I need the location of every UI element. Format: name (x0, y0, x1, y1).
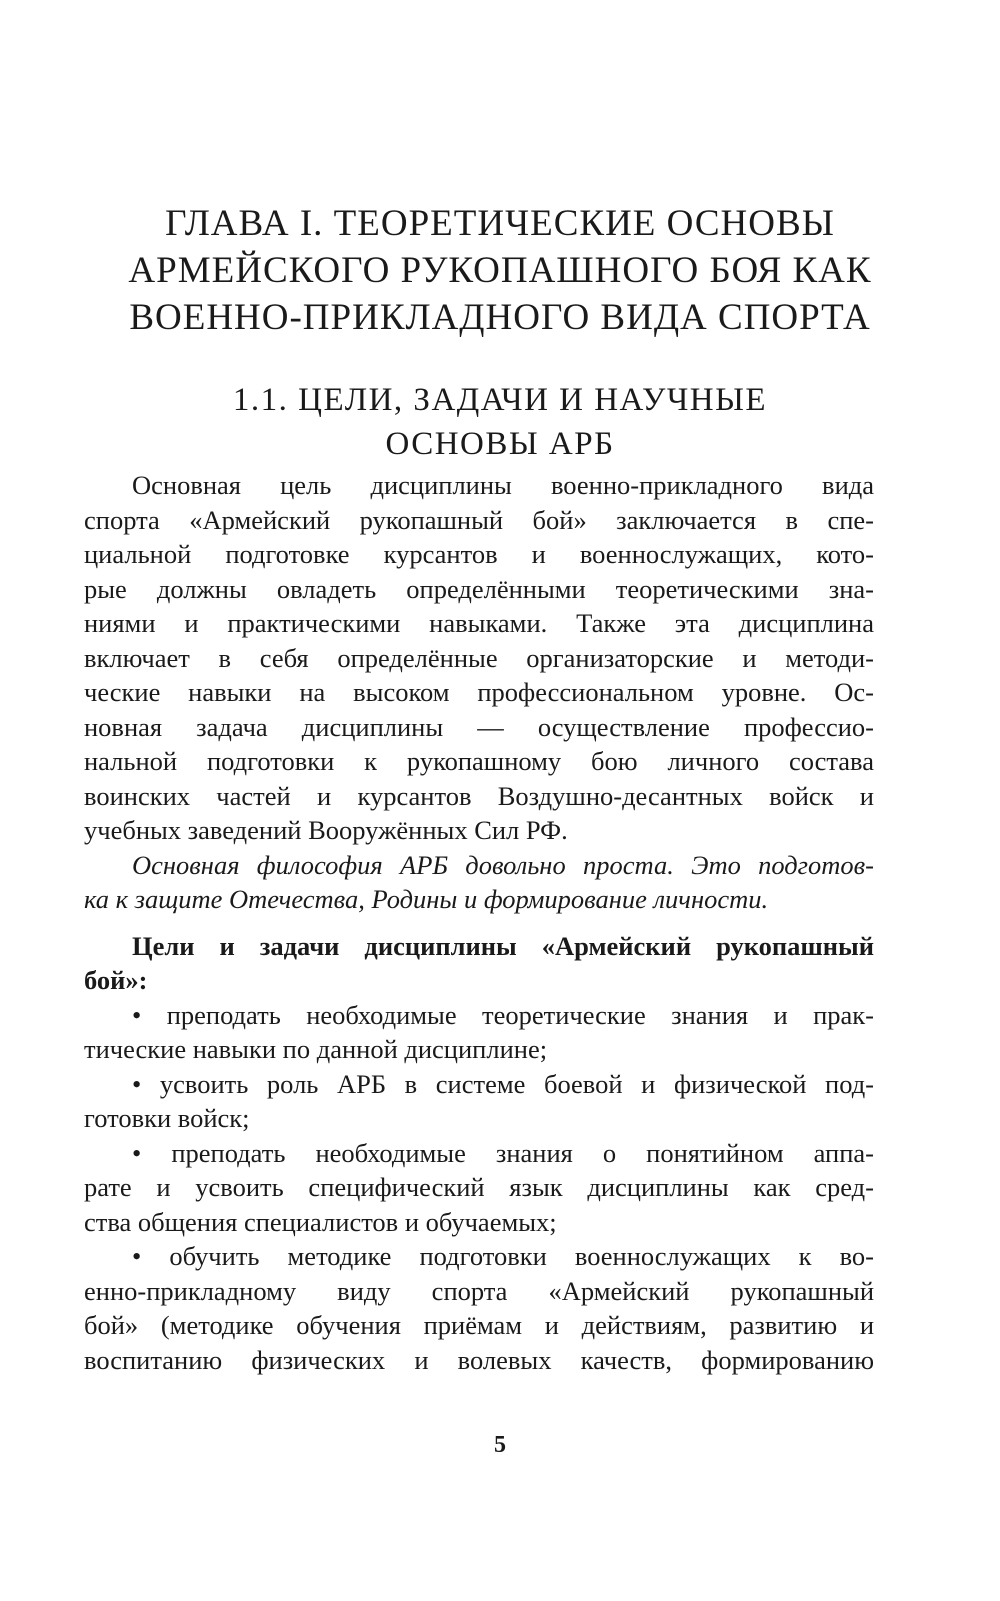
text-line: тические навыки по данной дисциплине; (84, 1034, 548, 1064)
text-line: • обучить методике подготовки военнослужащих к во- (132, 1241, 874, 1271)
goals-heading (84, 929, 874, 998)
text-line: спорта «Армейский рукопашный бой» заключается в спе- (84, 504, 874, 535)
text-line: • преподать необходимые теоретические знания и прак- (132, 999, 874, 1030)
text-line: бой»: (84, 965, 148, 995)
body-text (84, 468, 874, 1377)
text-line: воспитанию физических и волевых качеств, формированию (84, 1344, 874, 1375)
text-line: Цели и задачи дисциплины «Армейский рукопашный (132, 930, 874, 961)
text-line: ства общения специалистов и обучаемых; (84, 1206, 557, 1237)
text-line: • преподать необходимые знания о понятийном аппа- (132, 1137, 874, 1168)
text-line: учебных заведений Вооружённых Сил РФ. (84, 815, 568, 845)
text-line: • усвоить роль АРБ в системе боевой и физической под- (132, 1068, 874, 1099)
chapter-title-line: ГЛАВА I. ТЕОРЕТИЧЕСКИЕ ОСНОВЫ (165, 203, 835, 244)
text-line: Основная цель дисциплины военно-прикладного вида (132, 470, 874, 500)
section-title-line: ОСНОВЫ АРБ (385, 426, 615, 462)
text-line: Основная философия АРБ довольно проста. Это подготов- (132, 849, 874, 880)
text-line: включает в себя определённые организаторские и методи- (84, 642, 874, 673)
page-number: 5 (494, 1432, 506, 1458)
paragraph-main (84, 468, 874, 848)
text-line: рые должны овладеть определёнными теоретическими зна- (84, 573, 874, 604)
section-title (80, 378, 920, 466)
text-line: воинских частей и курсантов Воздушно-десантных войск и (84, 780, 874, 811)
chapter-title-line: АРМЕЙСКОГО РУКОПАШНОГО БОЯ КАК (128, 250, 872, 291)
list-item (84, 1136, 874, 1240)
text-line: ка к защите Отечества, Родины и формирование личности. (84, 884, 769, 914)
text-line: готовки войск; (84, 1103, 250, 1133)
text-line: рате и усвоить специфический язык дисциплины как сред- (84, 1172, 874, 1202)
list-item (84, 1067, 874, 1136)
chapter-title (80, 200, 920, 341)
text-line: енно-прикладному виду спорта «Армейский рукопашный (84, 1275, 874, 1306)
text-line: ческие навыки на высоком профессиональном уровне. Ос- (84, 677, 874, 707)
list-item (84, 1239, 874, 1377)
paragraph-philosophy (84, 848, 874, 917)
text-line: циальной подготовке курсантов и военнослужащих, кото- (84, 539, 874, 569)
goals-list (84, 998, 874, 1378)
text-line: бой» (методике обучения приёмам и действиям, развитию и (84, 1310, 874, 1340)
section-title-line: 1.1. ЦЕЛИ, ЗАДАЧИ И НАУЧНЫЕ (232, 382, 768, 418)
chapter-title-line: ВОЕННО-ПРИКЛАДНОГО ВИДА СПОРТА (129, 297, 871, 338)
list-item (84, 998, 874, 1067)
text-line: новная задача дисциплины — осуществление профессио- (84, 711, 874, 742)
text-line: нальной подготовки к рукопашному бою личного состава (84, 746, 874, 776)
text-line: ниями и практическими навыками. Также эта дисциплина (84, 608, 874, 638)
